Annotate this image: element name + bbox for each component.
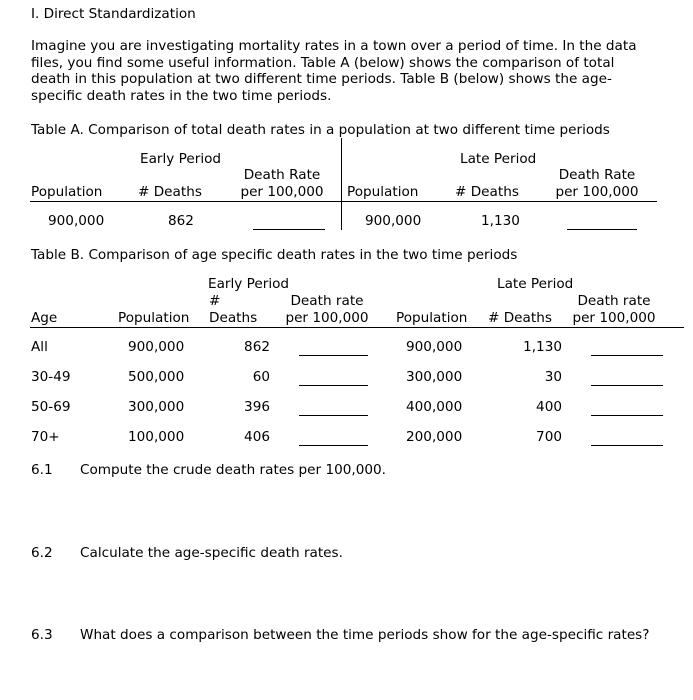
table-a-divider xyxy=(341,138,342,230)
table-a-late-population: 900,000 xyxy=(365,213,422,229)
late-rate-answer-blank[interactable] xyxy=(591,445,663,446)
early-rate-answer-blank[interactable] xyxy=(299,445,368,446)
early-deaths: 862 xyxy=(244,339,270,355)
question-number: 6.1 xyxy=(31,462,53,478)
early-population: 100,000 xyxy=(128,429,185,445)
table-b-age-header: Age xyxy=(31,310,58,326)
late-rate-answer-blank[interactable] xyxy=(591,355,663,356)
intro-paragraph: Imagine you are investigating mortality rates in a town over a period of time. In the data files, you find some useful information. Table A (below) shows the comparison of total death in this population at two different time periods. Table B (below) shows the age-specific death rates in the two time periods. xyxy=(31,38,637,104)
table-b-late-label: Late Period xyxy=(497,276,574,292)
question-number: 6.3 xyxy=(31,627,53,643)
question-number: 6.2 xyxy=(31,545,53,561)
early-deaths: 60 xyxy=(252,369,270,385)
table-a-late-rate-answer-blank[interactable] xyxy=(567,229,637,230)
early-rate-answer-blank[interactable] xyxy=(299,385,368,386)
late-deaths: 400 xyxy=(536,399,562,415)
table-b-early-deaths-header-2: Deaths xyxy=(209,310,258,326)
table-a-late-deaths: 1,130 xyxy=(481,213,520,229)
age-group: 70+ xyxy=(31,429,60,445)
table-b-early-label: Early Period xyxy=(208,276,290,292)
late-rate-answer-blank[interactable] xyxy=(591,415,663,416)
early-population: 500,000 xyxy=(128,369,185,385)
table-a-early-population: 900,000 xyxy=(48,213,105,229)
late-population: 400,000 xyxy=(406,399,463,415)
table-b-header-rule xyxy=(30,327,684,328)
table-a-early-rate-header-1: Death Rate xyxy=(243,167,321,183)
question-text: Compute the crude death rates per 100,000. xyxy=(80,462,386,478)
table-a-late-rate-header-2: per 100,000 xyxy=(555,184,639,200)
table-a-early-deaths-header: # Deaths xyxy=(138,184,202,200)
late-deaths: 700 xyxy=(536,429,562,445)
table-b-early-rate-header-1: Death rate xyxy=(290,293,364,309)
late-rate-answer-blank[interactable] xyxy=(591,385,663,386)
early-rate-answer-blank[interactable] xyxy=(299,355,368,356)
age-group: 30-49 xyxy=(31,369,71,385)
question-text: Calculate the age-specific death rates. xyxy=(80,545,343,561)
table-b-late-population-header: Population xyxy=(396,310,468,326)
table-b-early-population-header: Population xyxy=(118,310,190,326)
late-deaths: 30 xyxy=(544,369,562,385)
table-a-early-deaths: 862 xyxy=(168,213,194,229)
table-b-late-rate-header-2: per 100,000 xyxy=(572,310,656,326)
early-rate-answer-blank[interactable] xyxy=(299,415,368,416)
early-population: 300,000 xyxy=(128,399,185,415)
table-a-early-label: Early Period xyxy=(140,151,222,167)
table-a-late-label: Late Period xyxy=(460,151,537,167)
table-b-caption: Table B. Comparison of age specific death rates in the two time periods xyxy=(31,247,518,263)
table-b-early-rate-header-2: per 100,000 xyxy=(285,310,369,326)
late-population: 300,000 xyxy=(406,369,463,385)
table-a-early-population-header: Population xyxy=(31,184,103,200)
section-heading: I. Direct Standardization xyxy=(31,6,196,22)
early-deaths: 396 xyxy=(244,399,270,415)
late-deaths: 1,130 xyxy=(523,339,562,355)
table-a-caption: Table A. Comparison of total death rates in a population at two different time periods xyxy=(31,122,610,138)
age-group: All xyxy=(31,339,48,355)
late-population: 900,000 xyxy=(406,339,463,355)
early-population: 900,000 xyxy=(128,339,185,355)
late-population: 200,000 xyxy=(406,429,463,445)
table-a-early-rate-header-2: per 100,000 xyxy=(240,184,324,200)
table-a-late-rate-header-1: Death Rate xyxy=(558,167,636,183)
table-b-late-rate-header-1: Death rate xyxy=(577,293,651,309)
table-a-late-deaths-header: # Deaths xyxy=(455,184,519,200)
age-group: 50-69 xyxy=(31,399,71,415)
table-b-late-deaths-header: # Deaths xyxy=(488,310,552,326)
table-a-header-rule xyxy=(30,201,657,202)
early-deaths: 406 xyxy=(244,429,270,445)
table-b-early-deaths-header-1: # xyxy=(209,293,221,309)
table-a-early-rate-answer-blank[interactable] xyxy=(253,229,325,230)
table-a-late-population-header: Population xyxy=(347,184,419,200)
question-text: What does a comparison between the time periods show for the age-specific rates? xyxy=(80,627,650,643)
